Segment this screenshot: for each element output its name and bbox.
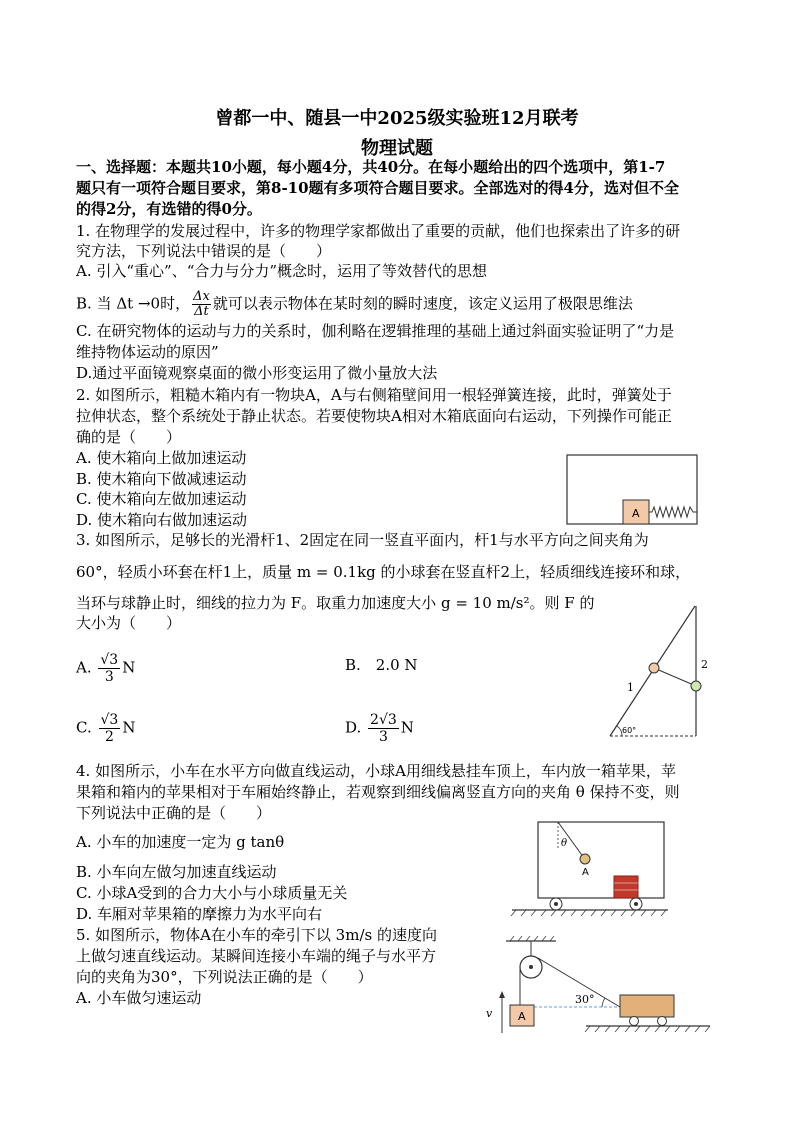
q1-option-c-line2: 维持物体运动的原因” [76, 343, 219, 361]
q4-figure [510, 818, 670, 918]
q3-option-d-label: D. [345, 718, 362, 737]
q2-option-c: C. 使木箱向左做加速运动 [76, 490, 247, 508]
q1-stem-line1: 1. 在物理学的发展过程中，许多的物理学家都做出了重要的贡献，他们也探索出了许多的研 [76, 222, 681, 240]
q4-stem-line3: 下列说法中正确的是（ ） [76, 804, 272, 822]
q5-velocity-arrowhead [499, 991, 505, 998]
q3-option-a-frac [98, 652, 120, 685]
q4-apple-box [614, 876, 638, 898]
q3-option-a-unit: N [122, 658, 136, 677]
q3-stem-line2: 60°，轻质小环套在杆1上，质量 m = 0.1kg 的小球套在竖直杆2上，轻质细线连接环和球， [76, 563, 691, 581]
q1-option-b-post: 就可以表示物体在某时刻的瞬时速度，该定义运用了极限思维法 [212, 294, 633, 313]
q5-angle-arc [602, 998, 605, 1007]
q1-option-d: D.通过平面镜观察桌面的微小形变运用了微小量放大法 [76, 364, 438, 382]
q5-cart-wheel-left [630, 1017, 639, 1026]
q4-ball-label: A [582, 867, 589, 878]
q3-figure [600, 600, 720, 742]
section-heading-line3: 的得2分，有选错的得0分。 [76, 200, 262, 218]
q5-velocity-label: v [486, 1007, 493, 1020]
section-heading-line1: 一、选择题：本题共10小题，每小题4分，共40分。在每小题给出的四个选项中，第1-7 [76, 158, 666, 176]
q3-string [654, 668, 696, 686]
q5-pulley-axle [529, 965, 533, 969]
q3-rod1-label: 1 [627, 681, 634, 694]
exam-title: 曾都一中、随县一中2025级实验班12月联考 [215, 108, 579, 129]
q5-stem-line3: 向的夹角为30°，下列说法正确的是（ ） [76, 968, 373, 986]
q3-stem-line3: 当环与球静止时，细线的拉力为 F。取重力加速度大小 g = 10 m/s²。则 F 的 [76, 594, 595, 612]
q4-option-c: C. 小球A受到的合力大小与小球质量无关 [76, 884, 348, 902]
q4-cart-body [538, 822, 664, 898]
q4-stem-line2: 果箱和箱内的苹果相对于车厢始终静止，若观察到细线偏离竖直方向的夹角 θ 保持不变，则 [76, 783, 680, 801]
q5-stem-line2: 上做匀速直线运动。某瞬间连接小车端的绳子与水平方 [76, 947, 437, 965]
q5-cart-body [620, 995, 674, 1017]
q4-ball [580, 854, 590, 864]
q2-option-a: A. 使木箱向上做加速运动 [76, 449, 247, 467]
q4-wheel-left-hub [554, 902, 558, 906]
q2-stem-line1: 2. 如图所示，粗糙木箱内有一物块A，A与右侧箱壁间用一根轻弹簧连接，此时，弹簧处于 [76, 386, 672, 404]
q3-option-c-label: C. [76, 718, 92, 737]
q5-stem-line1: 5. 如图所示，物体A在小车的牵引下以 3m/s 的速度向 [76, 926, 437, 944]
q3-option-d-frac [368, 712, 399, 745]
q4-wheel-right-hub [634, 902, 638, 906]
q3-ball [691, 681, 701, 691]
q3-option-c-unit: N [122, 718, 136, 737]
q2-figure [566, 454, 698, 526]
q2-block-label: A [632, 507, 640, 520]
q3-c-den: 2 [104, 729, 114, 745]
q5-ceiling-hatch [510, 936, 554, 941]
q3-angle-label: 60° [622, 726, 637, 735]
q3-option-d [345, 712, 414, 745]
q5-angle-label: 30° [575, 993, 595, 1006]
q4-stem-line1: 4. 如图所示，小车在水平方向做直线运动，小球A用细线悬挂车顶上，车内放一箱苹果，苹 [76, 762, 676, 780]
q1-option-c-line1: C. 在研究物体的运动与力的关系时，伽利略在逻辑推理的基础上通过斜面实验证明了“力是 [76, 322, 675, 340]
q5-option-a: A. 小车做匀速运动 [76, 989, 202, 1007]
q4-option-d: D. 车厢对苹果箱的摩擦力为水平向右 [76, 905, 323, 923]
q3-ring [649, 663, 659, 673]
q3-d-den: 3 [378, 729, 388, 745]
q1-option-b-pre: B. 当 Δt →0时， [76, 294, 191, 313]
q3-rod2-label: 2 [701, 658, 708, 671]
q2-stem-line3: 确的是（ ） [76, 428, 182, 446]
q3-stem-line1: 3. 如图所示，足够长的光滑杆1、2固定在同一竖直平面内，杆1与水平方向之间夹角为 [76, 531, 649, 549]
section-heading-line2: 题只有一项符合题目要求，第8-10题有多项符合题目要求。全部选对的得4分，选对但不全 [76, 179, 679, 197]
q1-frac-num: Δx [193, 289, 210, 304]
q3-option-a-label: A. [76, 658, 92, 677]
q4-ground-hatch [511, 910, 666, 916]
q1-fraction [192, 290, 211, 319]
q3-option-d-unit: N [400, 718, 414, 737]
q2-stem-line2: 拉伸状态，整个系统处于静止状态。若要使物块A相对木箱底面向右运动，下列操作可能正 [76, 407, 672, 425]
q1-stem-line2: 究方法，下列说法中错误的是（ ） [76, 242, 332, 260]
q3-d-num: 2√3 [370, 712, 397, 728]
q5-figure [478, 935, 714, 1037]
q3-stem-line4: 大小为（ ） [76, 614, 182, 632]
q4-option-b: B. 小车向左做匀加速直线运动 [76, 863, 277, 881]
q3-option-b: B. 2.0 N [345, 656, 418, 674]
q5-cart-wheel-right [658, 1017, 667, 1026]
q1-option-a: A. 引入“重心”、“合力与分力”概念时，运用了等效替代的思想 [76, 262, 488, 280]
q5-ground-hatch [585, 1026, 710, 1032]
q3-c-num: √3 [100, 712, 119, 728]
q2-option-d: D. 使木箱向右做加速运动 [76, 511, 248, 529]
q3-option-c-frac [99, 712, 121, 745]
q2-spring [649, 507, 697, 517]
q4-theta-label: θ [561, 838, 568, 849]
q3-a-num: √3 [100, 652, 119, 668]
q1-frac-den: Δt [194, 304, 209, 319]
q2-option-b: B. 使木箱向下做减速运动 [76, 470, 247, 488]
q3-option-a [76, 652, 135, 685]
q5-block-label: A [518, 1010, 526, 1023]
q1-option-b [76, 290, 633, 319]
q3-a-den: 3 [104, 669, 114, 685]
q4-option-a: A. 小车的加速度一定为 g tanθ [76, 833, 285, 851]
q3-option-c [76, 712, 135, 745]
exam-subtitle: 物理试题 [361, 138, 433, 159]
